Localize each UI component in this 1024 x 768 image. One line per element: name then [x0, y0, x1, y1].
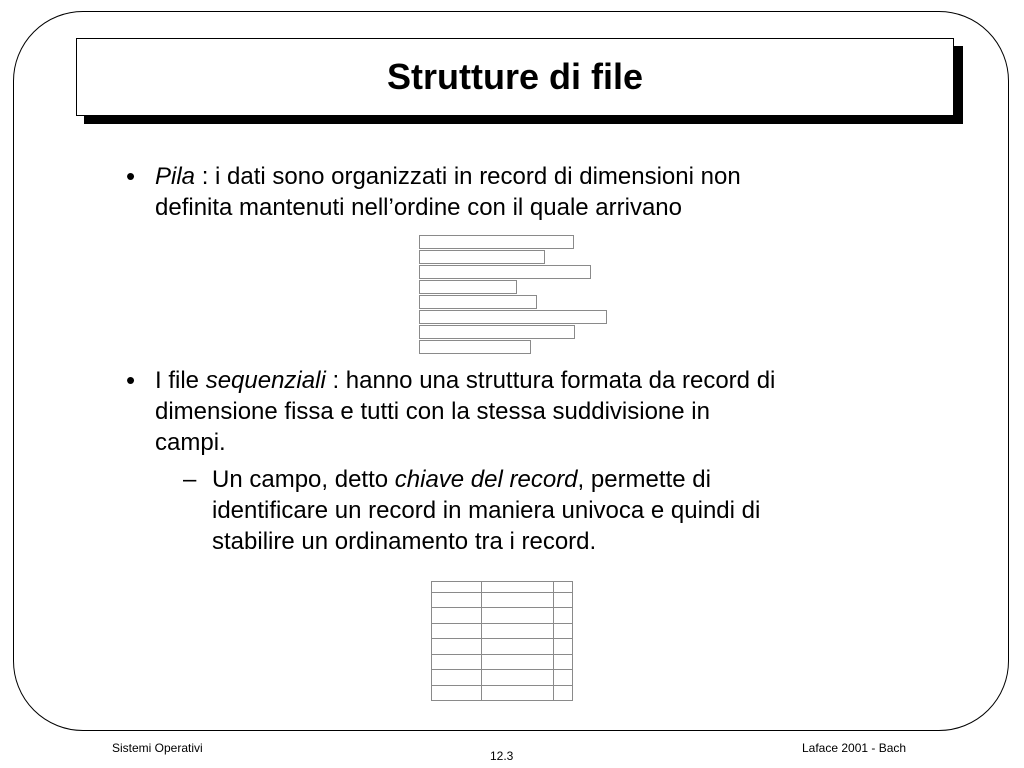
sub-bullet-text: Un campo, detto chiave del record, permette di identificare un record in maniera univoca e quindi di stabilire un ordinamento tra i record.	[212, 466, 761, 555]
bullet-dot: •	[126, 161, 136, 191]
grid-record-divider	[432, 607, 572, 608]
grid-record-divider	[432, 592, 572, 593]
grid-field-divider	[553, 582, 554, 700]
title-box	[76, 38, 954, 116]
sequential-file-grid	[431, 581, 573, 701]
sub-bullet-dash: –	[183, 466, 197, 493]
bullet-sequenziali	[126, 365, 906, 458]
term-chiave-del-record: chiave del record	[394, 466, 578, 493]
grid-field-divider	[481, 582, 482, 700]
grid-record-divider	[432, 669, 572, 670]
bullet-text: I file sequenziali : hanno una struttura formata da record di dimensione fissa e tutti con la stessa suddivisione in campi.	[155, 367, 776, 456]
term-pila: Pila	[155, 163, 196, 190]
grid-record-divider	[432, 654, 572, 655]
bullet-text: Pila : i dati sono organizzati in record di dimensioni non definita mantenuti nell’ordine con il quale arrivano	[155, 163, 741, 221]
grid-record-divider	[432, 623, 572, 624]
footer-course: Sistemi Operativi	[112, 741, 203, 755]
grid-record-divider	[432, 685, 572, 686]
sub-bullet-chiave	[183, 464, 903, 557]
slide-title: Strutture di file	[386, 56, 643, 97]
bullet-dot: •	[126, 365, 136, 395]
footer-page-number: 12.3	[490, 749, 514, 763]
bullet-pila	[126, 161, 906, 223]
grid-record-divider	[432, 638, 572, 639]
footer-author: Laface 2001 - Bach	[802, 741, 907, 755]
term-sequenziali: sequenziali	[205, 367, 326, 394]
